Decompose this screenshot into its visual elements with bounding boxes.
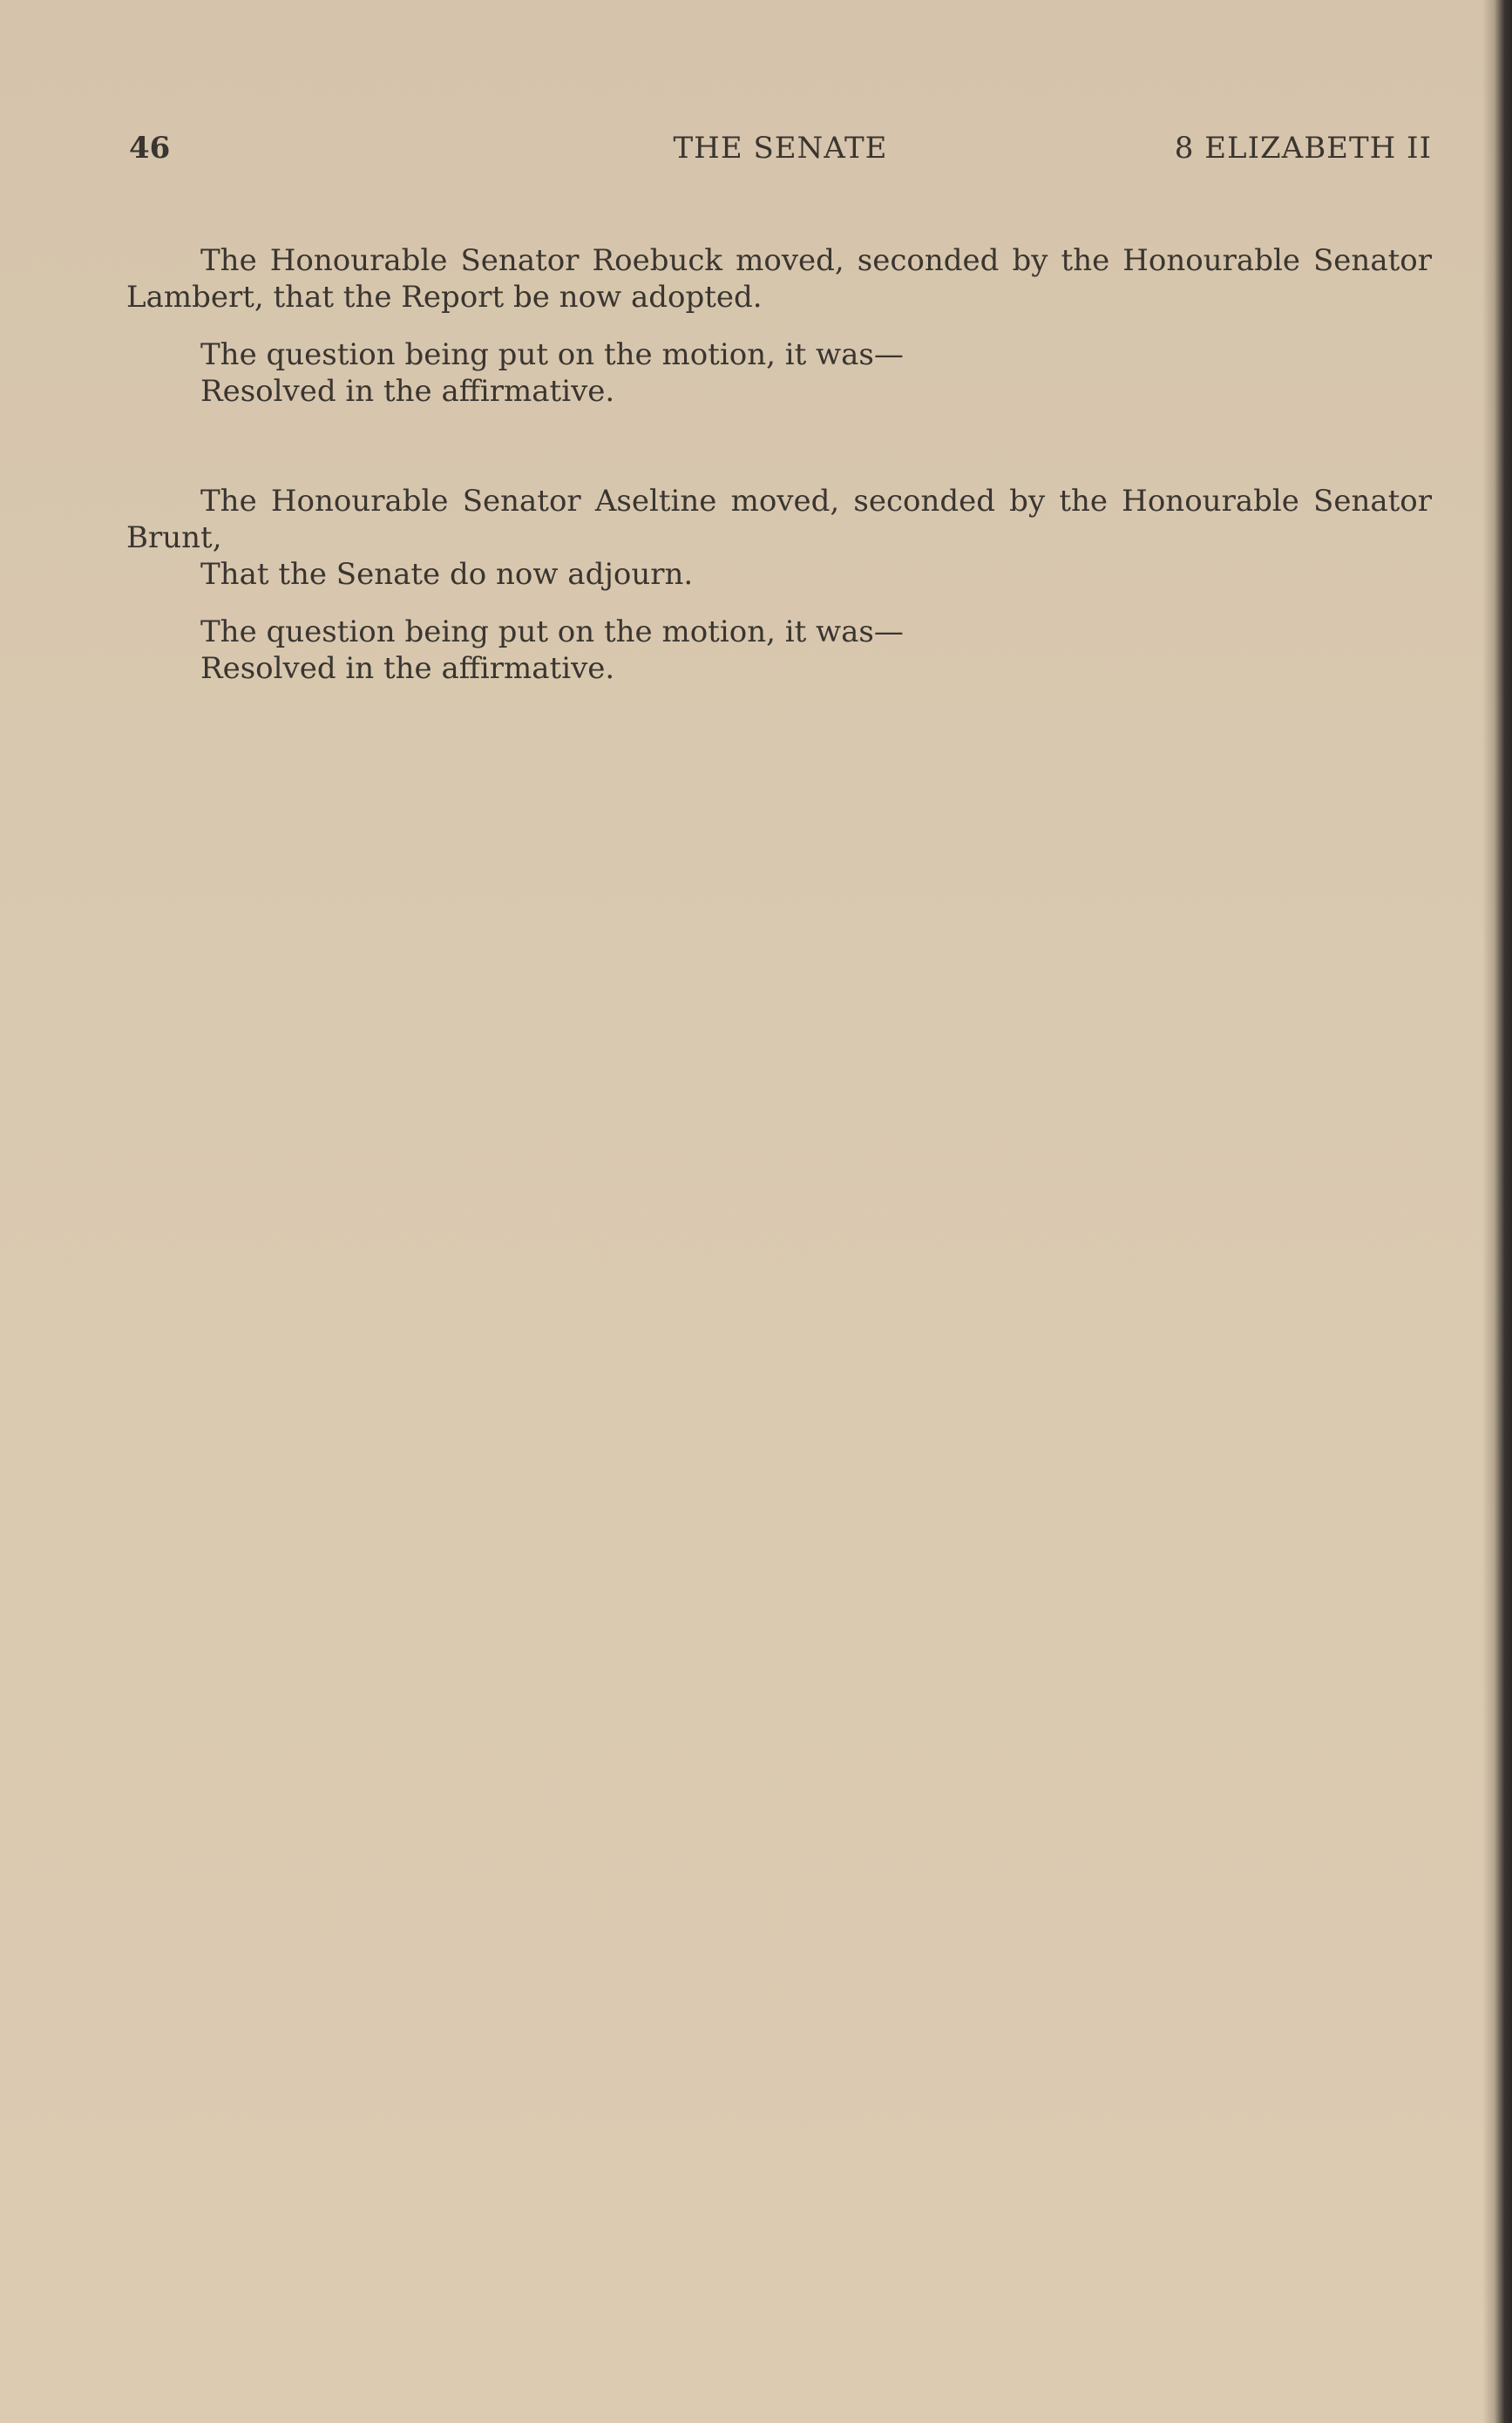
motion-1-text: The Honourable Senator Roebuck moved, seconded by the Honourable Senator Lambert, that the Report be now adopted.: [126, 243, 1432, 315]
motion-2-vote: [126, 614, 1432, 687]
motion-2-result: Resolved in the affirmative.: [200, 651, 615, 686]
running-title: THE SENATE: [673, 131, 888, 166]
page-header: [129, 131, 1432, 173]
motion-1-result: Resolved in the affirmative.: [200, 374, 615, 409]
page-number: 46: [129, 131, 171, 166]
motion-1-vote: [126, 336, 1432, 410]
motion-1-paragraph: [126, 242, 1432, 316]
motion-1-question: The question being put on the motion, it was—: [200, 337, 904, 372]
binding-shadow: [1482, 0, 1512, 2423]
motion-2-resolution: That the Senate do now adjourn.: [200, 557, 694, 592]
motion-2-paragraph: [126, 483, 1432, 593]
motion-2-text: The Honourable Senator Aseltine moved, seconded by the Honourable Senator Brunt,: [126, 484, 1432, 555]
regnal-year: 8 ELIZABETH II: [1174, 131, 1432, 166]
motion-2-question: The question being put on the motion, it was—: [200, 614, 904, 649]
